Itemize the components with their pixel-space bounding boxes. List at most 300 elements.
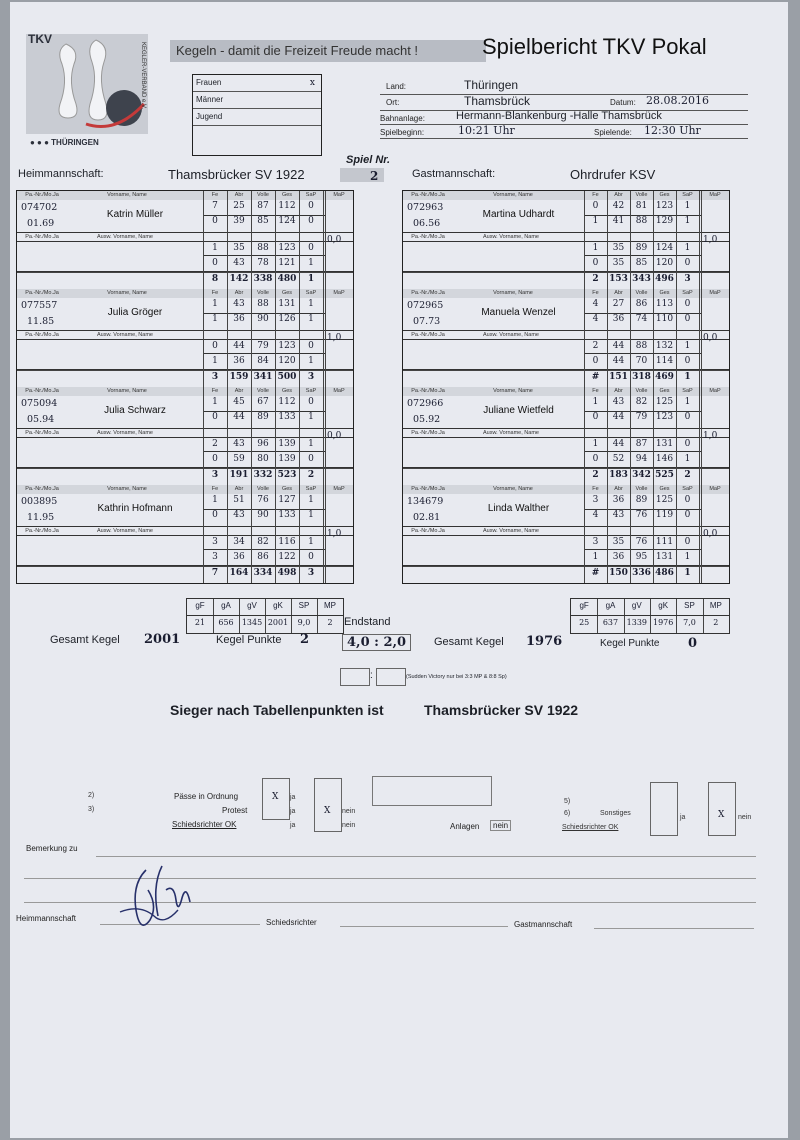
subst-pass-header: Pa.-Nr./Mo.Ja	[25, 234, 59, 240]
map-header: MaP	[333, 192, 345, 198]
summary-header: gA	[221, 601, 231, 610]
score-cell: 81	[635, 201, 648, 211]
category-jugend[interactable]: Jugend	[193, 109, 321, 126]
beginn-value: 10:21 Uhr	[458, 124, 515, 137]
category-frauen[interactable]: Frauen x	[193, 75, 321, 92]
pass-header: Pa.-Nr./Mo.Ja	[411, 388, 445, 394]
summary-header: gK	[273, 601, 283, 610]
summary-header: gV	[247, 601, 257, 610]
fe-header: Fe	[211, 290, 219, 296]
ges-header: Ges	[281, 486, 293, 492]
total-cell: 2	[592, 274, 599, 284]
logo-side-text: KEGLER-VERBAND e.V.	[140, 42, 146, 110]
name-header: Vorname, Name	[107, 290, 147, 296]
total-cell: 151	[609, 372, 628, 382]
fe-header: Fe	[211, 388, 219, 394]
score-cell: 67	[257, 397, 269, 407]
score-cell: 119	[655, 510, 674, 520]
score-cell: 0	[308, 552, 314, 562]
sonstiges-ja-box[interactable]	[650, 782, 678, 836]
protest-label: Protest	[222, 806, 248, 815]
home-summary	[186, 598, 344, 634]
guest-summary-value: 1976	[652, 618, 674, 627]
volle-header: Volle	[257, 192, 269, 198]
score-cell: 1	[684, 201, 691, 211]
score-cell: 88	[635, 216, 648, 226]
score-cell: 110	[655, 314, 674, 324]
home-summary-value: 9,0	[297, 618, 311, 627]
player-pass: 075094	[21, 398, 58, 409]
player-name: Manuela Wenzel	[481, 307, 556, 318]
player-name: Martina Udhardt	[482, 209, 555, 220]
score-cell: 36	[233, 356, 245, 366]
guest-summary	[570, 598, 730, 634]
sonstiges-nein-box[interactable]	[708, 782, 736, 836]
home-gesamt-label: Gesamt Kegel	[50, 634, 120, 646]
score-cell: 0	[308, 397, 314, 407]
map-header: MaP	[709, 192, 721, 198]
total-cell: 496	[655, 274, 674, 284]
score-cell: 1	[684, 397, 691, 407]
score-cell: 35	[612, 258, 625, 268]
score-cell: 2	[592, 341, 599, 351]
score-cell: 52	[612, 454, 625, 464]
score-cell: 1	[212, 356, 218, 366]
map-header: MaP	[709, 290, 721, 296]
summary-header: gA	[605, 601, 616, 610]
score-cell: 139	[278, 439, 296, 449]
score-cell: 111	[655, 537, 674, 547]
volle-header: Volle	[257, 388, 269, 394]
abr-header: Abr	[614, 486, 623, 492]
score-cell: 131	[655, 552, 674, 562]
sap-header: SaP	[305, 192, 317, 198]
score-cell: 116	[278, 537, 296, 547]
score-cell: 35	[612, 537, 625, 547]
logo-region: ● ● ● THÜRINGEN	[30, 138, 99, 147]
score-cell: 114	[655, 356, 674, 366]
score-cell: 1	[684, 341, 691, 351]
notes-box[interactable]	[372, 776, 492, 806]
guest-summary-value: 25	[579, 618, 590, 627]
score-cell: 90	[257, 510, 269, 520]
score-cell: 124	[655, 243, 674, 253]
home-summary-value: 1345	[241, 618, 263, 627]
endstand-value: 4,0 : 2,0	[342, 634, 411, 651]
pass-header: Pa.-Nr./Mo.Ja	[411, 192, 445, 198]
score-cell: 120	[278, 356, 296, 366]
total-cell: 8	[211, 274, 219, 284]
abr-header: Abr	[234, 290, 244, 296]
player-year: 05.92	[413, 414, 441, 425]
player-mp: 0,0	[703, 529, 718, 539]
sap-header: SaP	[305, 290, 317, 296]
score-cell: 78	[257, 258, 269, 268]
sudden-guest-box[interactable]	[376, 668, 406, 686]
pass-header: Pa.-Nr./Mo.Ja	[25, 290, 59, 296]
player-name: Linda Walther	[487, 503, 550, 514]
score-cell: 124	[278, 216, 296, 226]
name-header: Vorname, Name	[493, 388, 533, 394]
logo-text: TKV	[28, 32, 52, 46]
score-cell: 131	[655, 439, 674, 449]
pass-header: Pa.-Nr./Mo.Ja	[25, 192, 59, 198]
sap-header: SaP	[682, 486, 693, 492]
player-pass: 072965	[407, 300, 444, 311]
name-header: Vorname, Name	[107, 192, 147, 198]
score-cell: 1	[684, 216, 691, 226]
endstand-label: Endstand	[344, 616, 391, 628]
sap-header: SaP	[305, 388, 317, 394]
score-cell: 0	[592, 412, 599, 422]
home-gesamt: 2001	[144, 632, 181, 647]
protest-nein-box[interactable]	[314, 778, 342, 832]
score-cell: 74	[635, 314, 648, 324]
score-cell: 89	[257, 412, 269, 422]
sudden-home-box[interactable]	[340, 668, 370, 686]
player-pass: 074702	[21, 202, 58, 213]
subst-pass-header: Pa.-Nr./Mo.Ja	[25, 332, 59, 338]
score-cell: 76	[257, 495, 269, 505]
score-cell: 0	[212, 454, 218, 464]
home-summary-value: 2	[327, 618, 333, 627]
score-cell: 125	[655, 495, 674, 505]
guest-player-block	[403, 191, 729, 289]
total-cell: 2	[307, 470, 315, 480]
volle-header: Volle	[257, 486, 269, 492]
score-cell: 0	[684, 258, 691, 268]
guest-label: Gastmannschaft:	[412, 168, 496, 180]
sap-header: SaP	[682, 192, 693, 198]
sudden-note: (Sudden Victory nur bei 3:3 MP & 8:8 Sp)	[406, 674, 507, 680]
tkv-logo	[26, 34, 148, 152]
total-cell: 3	[211, 372, 219, 382]
score-cell: 0	[212, 216, 218, 226]
score-cell: 36	[612, 314, 625, 324]
home-player-block	[17, 191, 353, 289]
score-cell: 70	[635, 356, 648, 366]
home-player-block	[17, 485, 353, 583]
score-cell: 1	[212, 314, 218, 324]
player-year: 06.56	[413, 218, 441, 229]
player-year: 05.94	[27, 414, 55, 425]
total-cell: 338	[253, 274, 273, 284]
datum-value: 28.08.2016	[646, 94, 709, 107]
score-cell: 113	[655, 299, 674, 309]
volle-header: Volle	[635, 388, 648, 394]
home-label: Heimmannschaft:	[18, 168, 104, 180]
score-cell: 79	[635, 412, 648, 422]
guest-summary-value: 7,0	[683, 618, 696, 627]
subst-name-header: Ausw. Vorname, Name	[97, 528, 153, 534]
summary-header: MP	[709, 601, 722, 610]
score-cell: 43	[233, 439, 245, 449]
abr-header: Abr	[614, 290, 623, 296]
score-cell: 133	[278, 412, 296, 422]
total-cell: #	[591, 568, 600, 578]
name-header: Vorname, Name	[493, 192, 533, 198]
score-cell: 1	[592, 243, 599, 253]
home-punkte-label: Kegel Punkte	[216, 634, 282, 646]
score-cell: 125	[655, 397, 674, 407]
home-summary-value: 656	[218, 618, 234, 627]
score-cell: 0	[308, 341, 314, 351]
total-cell: 498	[277, 568, 297, 578]
score-cell: 88	[257, 243, 269, 253]
score-cell: 127	[278, 495, 296, 505]
total-cell: 486	[655, 568, 674, 578]
score-cell: 123	[278, 243, 296, 253]
score-cell: 1	[212, 243, 218, 253]
spiel-label: Spiel Nr.	[346, 154, 391, 166]
score-cell: 4	[592, 510, 599, 520]
score-cell: 3	[212, 537, 218, 547]
score-cell: 126	[278, 314, 296, 324]
summary-header: MP	[324, 601, 336, 610]
name-header: Vorname, Name	[493, 290, 533, 296]
total-cell: 159	[229, 372, 249, 382]
total-cell: 7	[211, 568, 219, 578]
player-mp: 0,0	[327, 431, 342, 441]
score-cell: 44	[612, 341, 625, 351]
total-cell: 336	[632, 568, 651, 578]
score-cell: 1	[684, 243, 691, 253]
score-cell: 123	[655, 412, 674, 422]
paesse-label: Pässe in Ordnung	[174, 792, 239, 801]
abr-header: Abr	[234, 388, 244, 394]
score-cell: 123	[655, 201, 674, 211]
score-cell: 43	[233, 299, 245, 309]
total-cell: 3	[307, 568, 315, 578]
score-cell: 82	[635, 397, 648, 407]
map-header: MaP	[333, 388, 345, 394]
score-cell: 0	[684, 314, 691, 324]
score-cell: 44	[233, 341, 245, 351]
score-cell: 129	[655, 216, 674, 226]
total-cell: 191	[229, 470, 249, 480]
score-cell: 0	[592, 454, 599, 464]
score-cell: 7	[212, 201, 218, 211]
score-cell: 90	[257, 314, 269, 324]
total-cell: 183	[609, 470, 628, 480]
fe-header: Fe	[211, 486, 219, 492]
score-cell: 43	[612, 397, 625, 407]
subst-name-header: Ausw. Vorname, Name	[97, 332, 153, 338]
subst-name-header: Ausw. Vorname, Name	[483, 528, 539, 534]
score-cell: 0	[684, 510, 691, 520]
score-cell: 43	[612, 510, 625, 520]
ges-header: Ges	[659, 486, 670, 492]
subst-name-header: Ausw. Vorname, Name	[483, 234, 539, 240]
score-cell: 1	[308, 299, 314, 309]
sig-ref-label: Schiedsrichter	[266, 918, 317, 927]
score-cell: 112	[278, 397, 296, 407]
score-cell: 1	[308, 412, 314, 422]
score-cell: 0	[308, 454, 314, 464]
total-cell: 3	[307, 372, 315, 382]
pass-header: Pa.-Nr./Mo.Ja	[25, 388, 59, 394]
player-year: 01.69	[27, 218, 55, 229]
subst-name-header: Ausw. Vorname, Name	[97, 234, 153, 240]
name-header: Vorname, Name	[107, 486, 147, 492]
score-cell: 76	[635, 537, 648, 547]
score-cell: 0	[684, 299, 691, 309]
score-cell: 82	[257, 537, 269, 547]
score-cell: 41	[612, 216, 625, 226]
ges-header: Ges	[659, 388, 670, 394]
score-cell: 0	[684, 356, 691, 366]
total-cell: 334	[253, 568, 273, 578]
guest-punkte: 0	[688, 636, 698, 651]
bowling-pins-icon	[26, 34, 148, 152]
score-cell: 51	[233, 495, 245, 505]
score-cell: 0	[308, 216, 314, 226]
total-cell: 480	[277, 274, 297, 284]
score-cell: 2	[212, 439, 218, 449]
sap-header: SaP	[305, 486, 317, 492]
pass-header: Pa.-Nr./Mo.Ja	[411, 486, 445, 492]
score-cell: 86	[257, 552, 269, 562]
name-header: Vorname, Name	[107, 388, 147, 394]
score-cell: 1	[592, 397, 599, 407]
sap-header: SaP	[682, 388, 693, 394]
winner-label: Sieger nach Tabellenpunkten ist	[170, 702, 384, 718]
home-summary-value: 2001	[267, 618, 289, 627]
banner: Kegeln - damit die Freizeit Freude macht !	[170, 40, 486, 62]
score-cell: 88	[635, 341, 648, 351]
pass-header: Pa.-Nr./Mo.Ja	[25, 486, 59, 492]
guest-summary-value: 2	[713, 618, 719, 627]
subst-pass-header: Pa.-Nr./Mo.Ja	[411, 234, 445, 240]
volle-header: Volle	[635, 192, 648, 198]
category-maenner[interactable]: Männer	[193, 92, 321, 109]
fe-header: Fe	[592, 290, 599, 296]
total-cell: #	[591, 372, 600, 382]
total-cell: 318	[632, 372, 651, 382]
subst-name-header: Ausw. Vorname, Name	[97, 430, 153, 436]
player-pass: 072963	[407, 202, 444, 213]
score-cell: 44	[233, 412, 245, 422]
total-cell: 342	[632, 470, 651, 480]
category-box	[192, 74, 322, 156]
score-cell: 27	[612, 299, 625, 309]
score-cell: 1	[308, 356, 314, 366]
score-cell: 86	[635, 299, 648, 309]
score-cell: 0	[592, 258, 599, 268]
abr-header: Abr	[234, 486, 244, 492]
subst-pass-header: Pa.-Nr./Mo.Ja	[411, 528, 445, 534]
sonstiges-label: Sonstiges	[600, 810, 631, 817]
subst-name-header: Ausw. Vorname, Name	[483, 430, 539, 436]
player-mp: 1,0	[703, 235, 718, 245]
score-cell: 43	[233, 510, 245, 520]
sap-header: SaP	[682, 290, 693, 296]
score-cell: 1	[308, 537, 314, 547]
score-cell: 36	[612, 552, 625, 562]
player-mp: 0,0	[703, 333, 718, 343]
player-pass: 077557	[21, 300, 58, 311]
player-mp: 1,0	[703, 431, 718, 441]
player-year: 02.81	[413, 512, 441, 523]
map-header: MaP	[333, 290, 345, 296]
score-cell: 45	[233, 397, 245, 407]
sig-home-label: Heimmannschaft	[16, 914, 77, 923]
score-cell: 43	[233, 258, 245, 268]
score-cell: 76	[635, 510, 648, 520]
score-cell: 85	[257, 216, 269, 226]
summary-header: SP	[684, 601, 695, 610]
score-cell: 112	[278, 201, 296, 211]
player-name: Julia Gröger	[107, 307, 163, 318]
schiri-ok-label-right: Schiedsrichter OK	[562, 824, 619, 831]
score-cell: 0	[212, 510, 218, 520]
player-name: Juliane Wietfeld	[483, 405, 554, 416]
subst-pass-header: Pa.-Nr./Mo.Ja	[411, 332, 445, 338]
score-cell: 0	[684, 412, 691, 422]
page-title: Spielbericht TKV Pokal	[482, 34, 707, 59]
ende-value: 12:30 Uhr	[644, 124, 701, 137]
score-cell: 0	[684, 495, 691, 505]
score-cell: 79	[257, 341, 269, 351]
total-cell: 142	[229, 274, 249, 284]
score-cell: 3	[212, 552, 218, 562]
score-cell: 1	[592, 552, 599, 562]
fe-header: Fe	[592, 192, 599, 198]
score-cell: 0	[212, 258, 218, 268]
total-cell: 153	[609, 274, 628, 284]
score-cell: 123	[278, 341, 296, 351]
score-cell: 0	[684, 537, 691, 547]
score-cell: 0	[212, 341, 218, 351]
score-cell: 0	[592, 201, 599, 211]
score-cell: 121	[278, 258, 296, 268]
score-cell: 1	[308, 495, 314, 505]
summary-header: gF	[195, 601, 205, 610]
score-cell: 94	[635, 454, 648, 464]
guest-gesamt: 1976	[526, 634, 563, 649]
total-cell: 500	[277, 372, 297, 382]
score-cell: 1	[592, 439, 599, 449]
subst-pass-header: Pa.-Nr./Mo.Ja	[25, 430, 59, 436]
pass-header: Pa.-Nr./Mo.Ja	[411, 290, 445, 296]
player-mp: 1,0	[327, 529, 342, 539]
total-cell: 1	[684, 568, 691, 578]
ges-header: Ges	[281, 192, 293, 198]
score-cell: 42	[612, 201, 625, 211]
score-cell: 87	[635, 439, 648, 449]
total-cell: 150	[609, 568, 628, 578]
land-value: Thüringen	[464, 78, 519, 92]
total-cell: 341	[253, 372, 273, 382]
score-cell: 0	[684, 439, 691, 449]
score-cell: 34	[233, 537, 245, 547]
total-cell: 469	[655, 372, 674, 382]
score-cell: 39	[233, 216, 245, 226]
score-cell: 44	[612, 412, 625, 422]
anlagen-label: Anlagen	[450, 822, 480, 831]
fe-header: Fe	[592, 486, 599, 492]
score-cell: 1	[592, 216, 599, 226]
score-cell: 96	[257, 439, 269, 449]
score-cell: 59	[233, 454, 245, 464]
score-cell: 122	[278, 552, 296, 562]
volle-header: Volle	[635, 290, 648, 296]
score-cell: 146	[655, 454, 674, 464]
score-cell: 120	[655, 258, 674, 268]
player-name: Julia Schwarz	[104, 405, 166, 416]
score-cell: 1	[212, 495, 218, 505]
score-cell: 139	[278, 454, 296, 464]
